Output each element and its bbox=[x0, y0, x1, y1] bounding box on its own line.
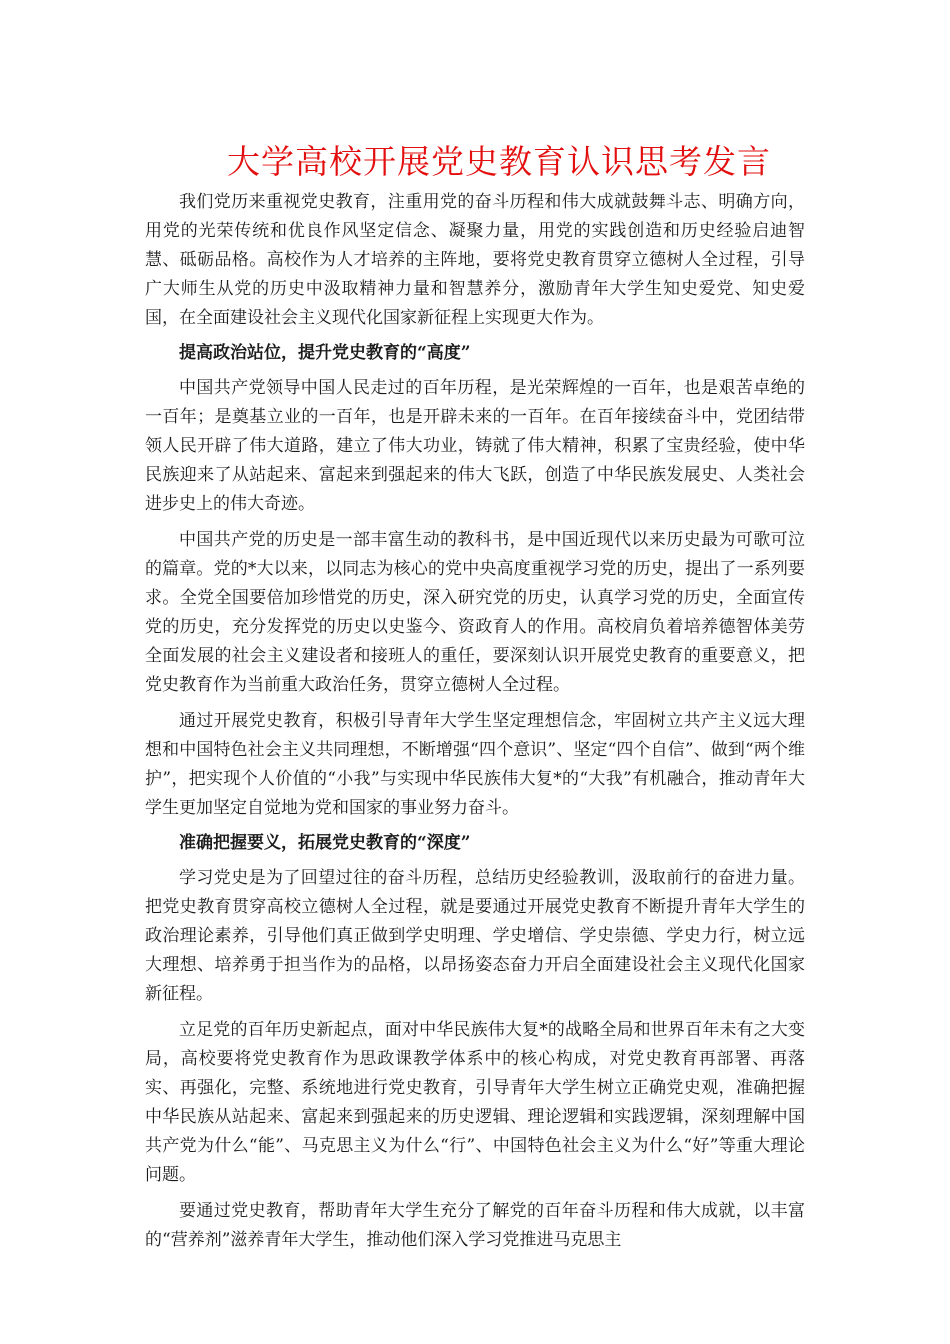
section-heading-2: 准确把握要义，拓展党史教育的“深度” bbox=[179, 833, 471, 853]
paragraph-5: 立足党的百年历史新起点，面对中华民族伟大复*的战略全局和世界百年未有之大变局，高校要将党史教育作为思政课教学体系中的核心构成，对党史教育再部署、再落实、再强化，完整、系统地进行党史教育，引导青年大学生树立正确党史观，准确把握中华民族从站起来、富起来到强起来的历史逻辑、理论逻辑和实践逻辑，深刻理解中国共产党为什么“能”、马克思主义为什么“行”、中国特色社会主义为什么“好”等重大理论问题。 bbox=[145, 1020, 805, 1185]
document-body bbox=[145, 188, 805, 1255]
document-title: 大学高校开展党史教育认识思考发言 bbox=[227, 142, 771, 181]
paragraph-3: 通过开展党史教育，积极引导青年大学生坚定理想信念，牢固树立共产主义远大理想和中国特色社会主义共同理想，不断增强“四个意识”、坚定“四个自信”、做到“两个维护”，把实现个人价值的“小我”与实现中华民族伟大复*的“大我”有机融合，推动青年大学生更加坚定自觉地为党和国家的事业努力奋斗。 bbox=[145, 711, 805, 818]
paragraph-1: 中国共产党领导中国人民走过的百年历程，是光荣辉煌的一百年，也是艰苦卓绝的一百年；是奠基立业的一百年，也是开辟未来的一百年。在百年接续奋斗中，党团结带领人民开辟了伟大道路，建立了伟大功业，铸就了伟大精神，积累了宝贵经验，使中华民族迎来了从站起来、富起来到强起来的伟大飞跃，创造了中华民族发展史、人类社会进步史上的伟大奇迹。 bbox=[145, 378, 805, 514]
paragraph-6: 要通过党史教育，帮助青年大学生充分了解党的百年奋斗历程和伟大成就，以丰富的“营养剂”滋养青年大学生，推动他们深入学习党推进马克思主 bbox=[145, 1201, 805, 1250]
section-heading-1: 提高政治站位，提升党史教育的“高度” bbox=[179, 343, 471, 363]
paragraph-4: 学习党史是为了回望过往的奋斗历程，总结历史经验教训，汲取前行的奋进力量。把党史教育贯穿高校立德树人全过程，就是要通过开展党史教育不断提升青年大学生的政治理论素养，引导他们真正做到学史明理、学史增信、学史崇德、学史力行，树立远大理想、培养勇于担当作为的品格，以昂扬姿态奋力开启全面建设社会主义现代化国家新征程。 bbox=[145, 868, 805, 1004]
paragraph-intro: 我们党历来重视党史教育，注重用党的奋斗历程和伟大成就鼓舞斗志、明确方向，用党的光荣传统和优良作风坚定信念、凝聚力量，用党的实践创造和历史经验启迪智慧、砥砺品格。高校作为人才培养的主阵地，要将党史教育贯穿立德树人全过程，引导广大师生从党的历史中汲取精神力量和智慧养分，激励青年大学生知史爱党、知史爱国，在全面建设社会主义现代化国家新征程上实现更大作为。 bbox=[145, 192, 805, 328]
paragraph-2: 中国共产党的历史是一部丰富生动的教科书，是中国近现代以来历史最为可歌可泣的篇章。党的*大以来，以同志为核心的党中央高度重视学习党的历史，提出了一系列要求。全党全国要倍加珍惜党的历史，深入研究党的历史，认真学习党的历史，全面宣传党的历史，充分发挥党的历史以史鉴今、资政育人的作用。高校肩负着培养德智体美劳全面发展的社会主义建设者和接班人的重任，要深刻认识开展党史教育的重要意义，把党史教育作为当前重大政治任务，贯穿立德树人全过程。 bbox=[145, 530, 805, 695]
